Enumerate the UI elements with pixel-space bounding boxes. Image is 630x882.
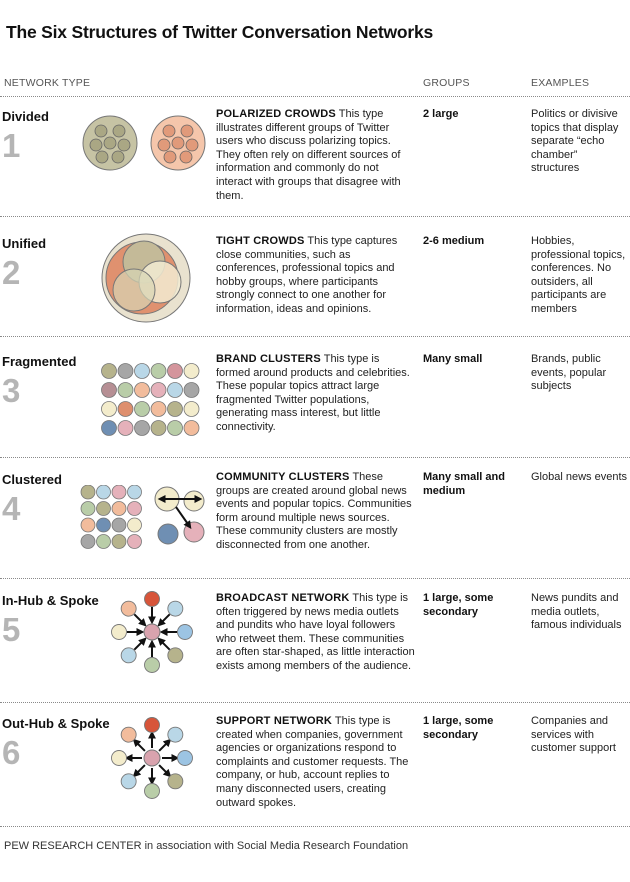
- row-divider: [0, 457, 630, 458]
- fragment-node: [151, 402, 166, 417]
- cluster-node: [128, 535, 142, 549]
- fragment-node: [102, 402, 117, 417]
- cluster-node: [112, 485, 126, 499]
- fragment-node: [184, 364, 199, 379]
- spoke-node: [168, 601, 183, 616]
- spoke-node: [178, 625, 193, 640]
- spoke-arrow: [159, 765, 170, 776]
- description-text: This type captures close communities, such as conferences, professional topics and hobby groups, where participants strongly connect to one another for information, ideas and opinions.: [216, 235, 398, 315]
- spoke-node: [145, 658, 160, 673]
- description: [216, 471, 416, 553]
- examples-value: Brands, public events, popular subjects: [531, 353, 607, 393]
- spoke-arrow: [134, 740, 145, 751]
- cluster-node: [112, 535, 126, 549]
- spoke-node: [168, 774, 183, 789]
- groups-value: Many small and medium: [423, 471, 505, 497]
- type-name: Unified: [2, 236, 47, 251]
- examples-value: News pundits and media outlets, famous individuals: [531, 592, 622, 632]
- spoke-node: [145, 592, 160, 607]
- fragment-node: [102, 364, 117, 379]
- type-name: Divided: [2, 109, 49, 124]
- type-number: 2: [2, 254, 21, 291]
- type-number: 1: [2, 127, 21, 164]
- spoke-node: [121, 648, 136, 663]
- description-text: This type illustrates different groups of Twitter users who discuss polarizing topics. They often rely on different sources of information and commonly do not interact with groups that disagree with them.: [216, 108, 401, 202]
- hub-node: [144, 624, 160, 640]
- description-text: This type is formed around products and celebrities. These popular topics attract large fragmented Twitter populations, generating mass interest, but little connectivity.: [216, 353, 410, 433]
- cluster-node: [97, 518, 111, 532]
- fragment-node: [151, 383, 166, 398]
- cluster-node: [81, 535, 95, 549]
- spoke-node: [168, 727, 183, 742]
- spoke-node: [121, 774, 136, 789]
- cluster-hub-node: [158, 524, 178, 544]
- network-label: POLARIZED CROWDS: [216, 108, 336, 120]
- examples-value: Global news events: [531, 471, 627, 483]
- description: [216, 353, 416, 435]
- row-divider: [0, 702, 630, 703]
- fragment-node: [184, 402, 199, 417]
- description: [216, 108, 416, 203]
- spoke-node: [145, 784, 160, 799]
- examples-value: Companies and services with customer support: [531, 715, 616, 755]
- type-number: 6: [2, 734, 21, 771]
- spoke-node: [112, 751, 127, 766]
- page-title: The Six Structures of Twitter Conversation Networks: [6, 22, 434, 42]
- cluster-node: [97, 502, 111, 516]
- type-name: Fragmented: [2, 354, 77, 369]
- network-label: TIGHT CROWDS: [216, 235, 305, 247]
- spoke-node: [145, 718, 160, 733]
- cluster-node: [112, 502, 126, 516]
- cluster-node: [128, 502, 142, 516]
- header-network-type: NETWORK TYPE: [4, 77, 91, 89]
- examples-value: Hobbies, professional topics, conferences. No outsiders, all participants are members: [531, 235, 626, 315]
- community-clusters-diagram: [80, 485, 212, 549]
- type-name: In-Hub & Spoke: [2, 593, 99, 608]
- fragment-node: [118, 383, 133, 398]
- spoke-node: [121, 727, 136, 742]
- fragment-node: [168, 402, 183, 417]
- header-groups: GROUPS: [423, 77, 470, 89]
- type-number: 4: [2, 490, 21, 527]
- fragment-node: [168, 383, 183, 398]
- spoke-arrow: [134, 614, 145, 625]
- type-name: Out-Hub & Spoke: [2, 716, 110, 731]
- connection-arrow: [176, 507, 190, 527]
- fragment-node: [118, 421, 133, 436]
- support-network-diagram: [110, 716, 194, 800]
- hub-node: [144, 750, 160, 766]
- cluster-node: [128, 518, 142, 532]
- cluster-node: [81, 502, 95, 516]
- examples-value: Politics or divisive topics that display separate “echo chamber” structures: [531, 108, 619, 175]
- spoke-arrow: [134, 639, 145, 650]
- fragment-node: [168, 364, 183, 379]
- type-name: Clustered: [2, 472, 62, 487]
- cluster-node: [97, 535, 111, 549]
- groups-value: 2-6 medium: [423, 235, 485, 247]
- cluster-node: [112, 518, 126, 532]
- type-number: 5: [2, 611, 21, 648]
- spoke-node: [178, 751, 193, 766]
- row-divider: [0, 96, 630, 97]
- spoke-arrow: [134, 765, 145, 776]
- row-divider: [0, 826, 630, 827]
- groups-value: 2 large: [423, 108, 459, 120]
- cluster-node: [128, 485, 142, 499]
- cluster-node: [81, 485, 95, 499]
- fragment-node: [135, 402, 150, 417]
- groups-value: 1 large, some secondary: [423, 592, 494, 618]
- fragment-node: [118, 364, 133, 379]
- fragment-node: [118, 402, 133, 417]
- description: [216, 715, 416, 810]
- fragment-node: [151, 421, 166, 436]
- network-label: SUPPORT NETWORK: [216, 715, 333, 727]
- fragment-node: [135, 383, 150, 398]
- row-divider: [0, 216, 630, 217]
- cluster-hub-node: [184, 491, 204, 511]
- footer-source: PEW RESEARCH CENTER in association with Social Media Research Foundation: [4, 840, 409, 852]
- fragment-node: [151, 364, 166, 379]
- spoke-node: [168, 648, 183, 663]
- network-label: COMMUNITY CLUSTERS: [216, 471, 350, 483]
- description: [216, 592, 416, 674]
- polarized-crowds-diagram: [76, 111, 216, 175]
- fragment-node: [102, 421, 117, 436]
- groups-value: 1 large, some secondary: [423, 715, 494, 741]
- spoke-node: [112, 625, 127, 640]
- fragment-node: [102, 383, 117, 398]
- network-label: BROADCAST NETWORK: [216, 592, 350, 604]
- broadcast-network-diagram: [110, 590, 194, 674]
- network-label: BRAND CLUSTERS: [216, 353, 321, 365]
- spoke-arrow: [159, 614, 170, 625]
- fragment-node: [135, 364, 150, 379]
- groups-value: Many small: [423, 353, 483, 365]
- cluster-node: [81, 518, 95, 532]
- header-examples: EXAMPLES: [531, 77, 590, 89]
- description-text: This type is often triggered by news media outlets and pundits who have loyal followers who retweet them. These communities are often star-shaped, as little interaction exists among members of the audience.: [216, 592, 415, 672]
- fragment-node: [184, 383, 199, 398]
- spoke-node: [121, 601, 136, 616]
- type-number: 3: [2, 372, 21, 409]
- description: [216, 235, 416, 317]
- description-text: This type is created when companies, government agencies or organizations respond to complaints and customer requests. The company, or hub, account replies to many disconnected users, creating outward spokes.: [216, 715, 409, 809]
- row-divider: [0, 336, 630, 337]
- fragment-node: [135, 421, 150, 436]
- tight-crowds-diagram: [76, 232, 216, 324]
- description-text: These groups are created around global news events and popular topics. Communities form around multiple news sources. These community clusters are mostly disconnected from one another.: [216, 471, 412, 551]
- fragment-node: [168, 421, 183, 436]
- brand-clusters-diagram: [100, 362, 204, 442]
- spoke-arrow: [159, 639, 170, 650]
- cluster-node: [97, 485, 111, 499]
- fragment-node: [184, 421, 199, 436]
- row-divider: [0, 578, 630, 579]
- spoke-arrow: [159, 740, 170, 751]
- cluster-hub-node: [184, 522, 204, 542]
